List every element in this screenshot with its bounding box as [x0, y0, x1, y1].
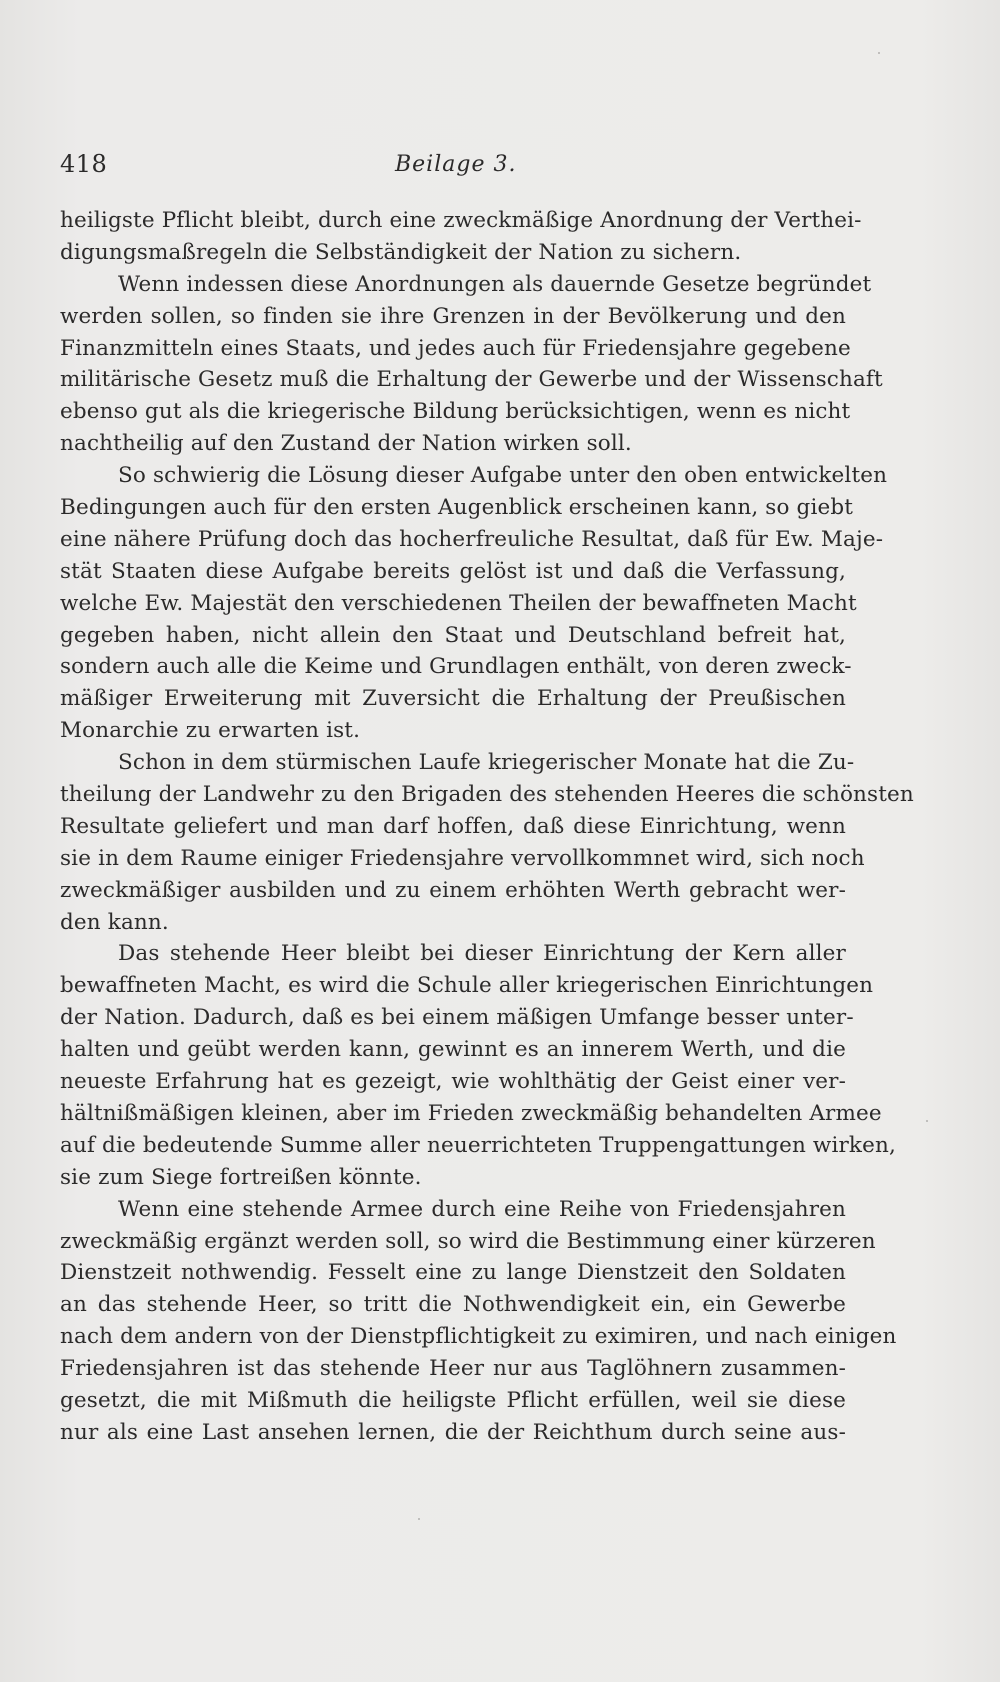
text-line: neueste Erfahrung hat es gezeigt, wie wohlthätig der Geist einer ver- [60, 1069, 846, 1095]
text-line: halten und geübt werden kann, gewinnt es an innerem Werth, und die [60, 1037, 846, 1063]
body-text [60, 205, 914, 1449]
text-line: digungsmaßregeln die Selbständigkeit der Nation zu sichern. [60, 239, 742, 265]
text-line: Dienstzeit nothwendig. Fesselt eine zu lange Dienstzeit den Soldaten [60, 1260, 846, 1286]
paper-speck [418, 1518, 420, 1520]
text-line: Friedensjahren ist das stehende Heer nur aus Taglöhnern zusammen- [60, 1356, 846, 1382]
text-line: nach dem andern von der Dienstpflichtigkeit zu eximiren, und nach einigen [60, 1324, 897, 1350]
text-line: Bedingungen auch für den ersten Augenblick erscheinen kann, so giebt [60, 495, 854, 521]
text-line: Wenn eine stehende Armee durch eine Reihe von Friedensjahren [118, 1196, 846, 1222]
text-line: zweckmäßiger ausbilden und zu einem erhöhten Werth gebracht wer- [60, 877, 846, 903]
text-line: Finanzmitteln eines Staats, und jedes auch für Friedensjahre gegebene [60, 335, 851, 361]
text-line: sie in dem Raume einiger Friedensjahre vervollkommnet wird, sich noch [60, 845, 865, 871]
text-line: sondern auch alle die Keime und Grundlagen enthält, von deren zweck- [60, 654, 852, 680]
text-line: theilung der Landwehr zu den Brigaden des stehenden Heeres die schönsten [60, 782, 914, 808]
text-line: ebenso gut als die kriegerische Bildung berücksichtigen, wenn es nicht [60, 399, 851, 425]
text-line: bewaffneten Macht, es wird die Schule aller kriegerischen Einrichtungen [60, 973, 874, 999]
text-line: der Nation. Dadurch, daß es bei einem mäßigen Umfange besser unter- [60, 1005, 854, 1031]
text-line: an das stehende Heer, so tritt die Nothwendigkeit ein, ein Gewerbe [60, 1292, 846, 1318]
text-line: gegeben haben, nicht allein den Staat und Deutschland befreit hat, [60, 622, 846, 648]
text-line: heiligste Pflicht bleibt, durch eine zweckmäßige Anordnung der Verthei- [60, 208, 862, 233]
text-line: nachtheilig auf den Zustand der Nation wirken soll. [60, 431, 632, 457]
text-line: gesetzt, die mit Mißmuth die heiligste Pflicht erfüllen, weil sie diese [60, 1387, 846, 1413]
text-line: So schwierig die Lösung dieser Aufgabe unter den oben entwickelten [118, 463, 888, 489]
text-line: sie zum Siege fortreißen könnte. [60, 1164, 422, 1190]
paper-speck [878, 52, 880, 54]
paper-speck [926, 1120, 928, 1122]
text-line: hältnißmäßigen kleinen, aber im Frieden zweckmäßig behandelten Armee [60, 1100, 882, 1126]
text-line: den kann. [60, 909, 169, 935]
page-header [60, 150, 840, 184]
text-line: werden sollen, so finden sie ihre Grenzen in der Bevölkerung und den [60, 303, 846, 329]
text-line: militärische Gesetz muß die Erhaltung der Gewerbe und der Wissenschaft [60, 367, 883, 393]
text-line: Resultate geliefert und man darf hoffen, daß diese Einrichtung, wenn [60, 813, 846, 839]
running-head: Beilage 3. [395, 152, 517, 177]
text-line: welche Ew. Majestät den verschiedenen Theilen der bewaffneten Macht [60, 590, 857, 616]
page-number: 418 [60, 150, 108, 178]
text-line: Schon in dem stürmischen Laufe kriegerischer Monate hat die Zu- [118, 750, 855, 776]
text-line: zweckmäßig ergänzt werden soll, so wird die Bestimmung einer kürzeren [60, 1228, 876, 1254]
text-line: mäßiger Erweiterung mit Zuversicht die Erhaltung der Preußischen [60, 686, 846, 712]
text-line: Wenn indessen diese Anordnungen als dauernde Gesetze begründet [118, 271, 872, 297]
text-line: stät Staaten diese Aufgabe bereits gelöst ist und daß die Verfassung, [60, 558, 846, 584]
text-line: auf die bedeutende Summe aller neuerrichteten Truppengattungen wirken, [60, 1132, 896, 1158]
text-line: nur als eine Last ansehen lernen, die der Reichthum durch seine aus- [60, 1419, 846, 1445]
text-line: eine nähere Prüfung doch das hocherfreuliche Resultat, daß für Ew. Maje- [60, 526, 884, 552]
text-line: Das stehende Heer bleibt bei dieser Einrichtung der Kern aller [118, 941, 846, 967]
text-line: Monarchie zu erwarten ist. [60, 718, 361, 744]
